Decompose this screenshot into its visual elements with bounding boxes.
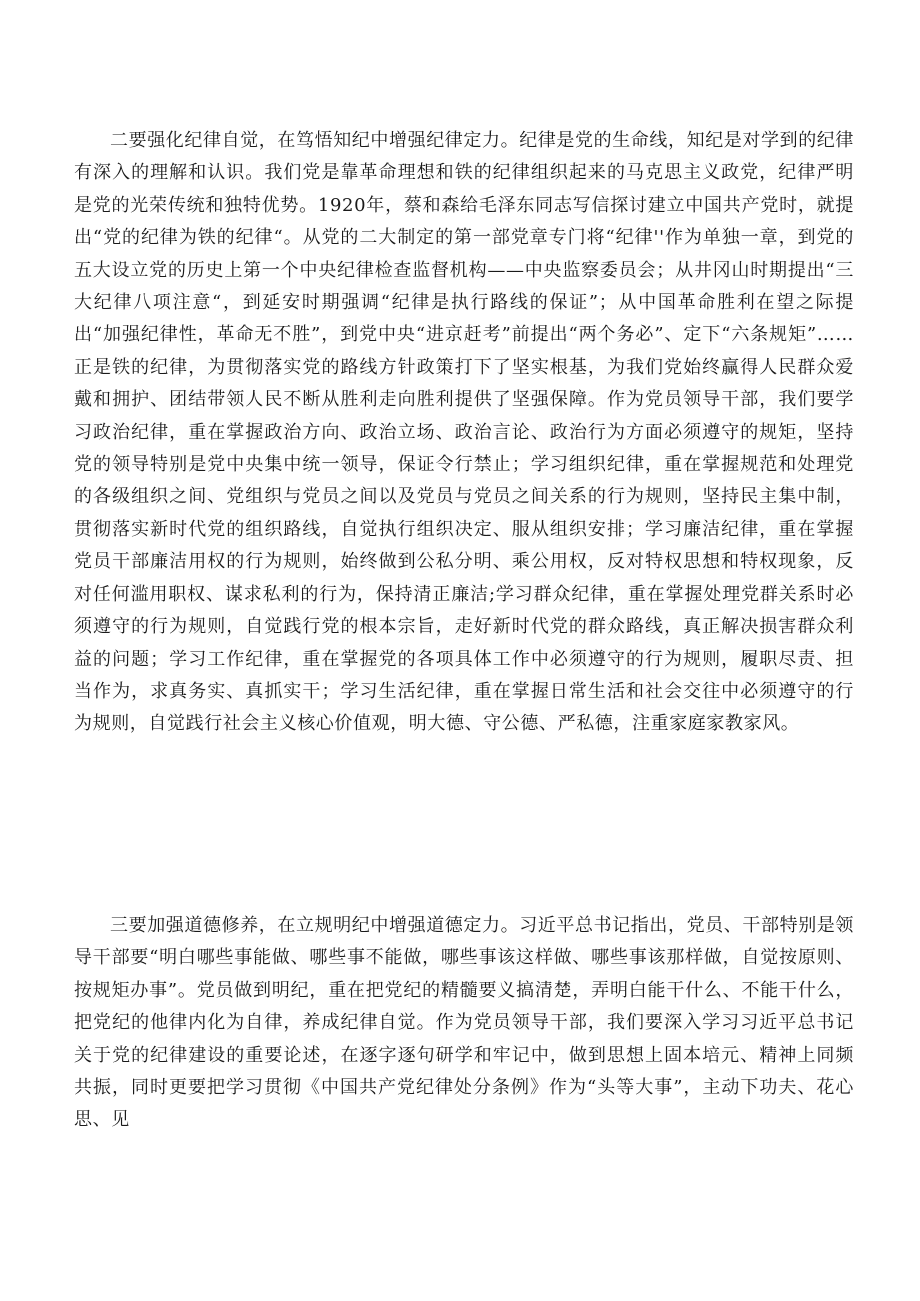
paragraph-moral-cultivation: 三要加强道德修养，在立规明纪中增强道德定力。习近平总书记指出，党员、干部特别是领导干部要“明白哪些事能做、哪些事不能做，哪些事该这样做、哪些事该那样做，自觉按原则、按规矩办事”。党员做到明纪，重在把党纪的精髓要义搞清楚，弄明白能干什么、不能干什么，把党纪的他律内化为自律，养成纪律自觉。作为党员领导干部，我们要深入学习习近平总书记关于党的纪律建设的重要论述，在逐字逐句研学和牢记中，做到思想上固本培元、精神上同频共振，同时更要把学习贯彻《中国共产党纪律处分条例》作为“头等大事”，主动下功夫、花心思、见: [74, 915, 854, 1131]
paragraph-discipline-awareness: 二要强化纪律自觉，在笃悟知纪中增强纪律定力。纪律是党的生命线，知纪是对学到的纪律有深入的理解和认识。我们党是靠革命理想和铁的纪律组织起来的马克思主义政党，纪律严明是党的光荣传统和独特优势。1920年，蔡和森给毛泽东同志写信探讨建立中国共产党时，就提出“党的纪律为铁的纪律“。从党的二大制定的第一部党章专门将“纪律''作为单独一章，到党的五大设立党的历史上第一个中央纪律检查监督机构——中央监察委员会；从井冈山时期提出“三大纪律八项注意“，到延安时期强调“纪律是执行路线的保证”；从中国革命胜利在望之际提出“加强纪律性，革命无不胜”，到党中央“进京赶考”前提出“两个务必”、定下“六条规矩”……正是铁的纪律，为贯彻落实党的路线方针政策打下了坚实根基，为我们党始终赢得人民群众爱戴和拥护、团结带领人民不断从胜利走向胜利提供了坚强保障。作为党员领导干部，我们要学习政治纪律，重在掌握政治方向、政治立场、政治言论、政治行为方面必须遵守的规矩，坚持党的领导特别是党中央集中统一领导，保证令行禁止；学习组织纪律，重在掌握规范和处理党的各级组织之间、党组织与党员之间以及党员与党员之间关系的行为规则，坚持民主集中制，贯彻落实新时代党的组织路线，自觉执行组织决定、服从组织安排；学习廉洁纪律，重在掌握党员干部廉洁用权的行为规则，始终做到公私分明、乘公用权，反对特权思想和特权现象，反对任何滥用职权、谋求私利的行为，保持清正廉洁;学习群众纪律，重在掌握处理党群关系时必须遵守的行为规则，自觉践行党的根本宗旨，走好新时代党的群众路线，真正解决损害群众利益的问题；学习工作纪律，重在掌握党的各项具体工作中必须遵守的行为规则，履职尽责、担当作为，求真务实、真抓实干；学习生活纪律，重在掌握日常生活和社会交往中必须遵守的行为规则，自觉践行社会主义核心价值观，明大德、守公德、严私德，注重家庭家教家风。: [74, 130, 854, 735]
